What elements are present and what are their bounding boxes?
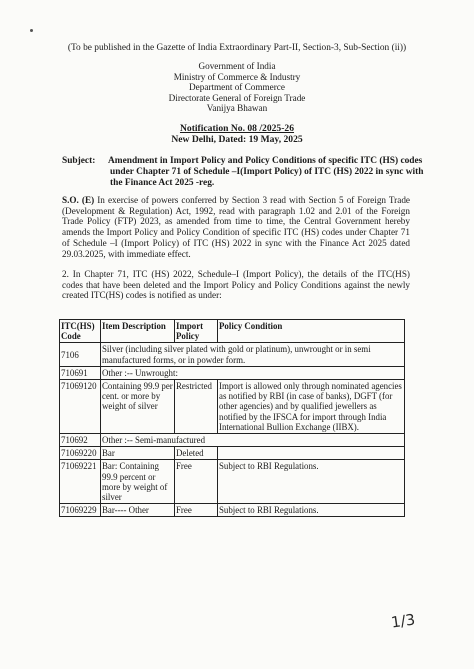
table-row — [60, 434, 405, 447]
subject-line-1: Amendment in Import Policy and Policy Conditions of specific ITC (HS) codes — [108, 156, 423, 166]
table-header-row — [60, 320, 405, 343]
row-import-policy: Restricted — [175, 380, 218, 434]
scan-speck — [30, 29, 33, 32]
subject-line-2: under Chapter 71 of Schedule –I(Import Policy) of ITC (HS) 2022 in sync with — [110, 166, 424, 177]
subject-line-3: the Finance Act 2025 -reg. — [110, 177, 215, 188]
row-code: 71069120 — [60, 380, 101, 434]
row-description: Bar---- Other — [101, 504, 175, 517]
row-code: 7106 — [60, 343, 101, 366]
department-line: Department of Commerce — [189, 82, 285, 93]
government-block — [0, 61, 474, 114]
bhawan-line: Vanijya Bhawan — [206, 103, 268, 114]
header-import-policy: Import Policy — [175, 320, 218, 343]
table-row — [60, 380, 405, 434]
row-code: 710691 — [60, 366, 101, 379]
ministry-line: Ministry of Commerce & Industry — [173, 71, 301, 82]
row-policy-condition: Subject to RBI Regulations. — [218, 460, 405, 504]
row-code: 71069220 — [60, 447, 101, 460]
row-code: 71069229 — [60, 504, 101, 517]
row-policy-condition: Subject to RBI Regulations. — [218, 504, 405, 517]
notification-date: New Delhi, Dated: 19 May, 2025 — [171, 133, 303, 145]
govt-line: Government of India — [198, 61, 276, 71]
subject-block — [62, 156, 424, 188]
table-row — [60, 460, 405, 504]
row-description: Silver (including silver plated with gold or platinum), unwrought or in semi manufactured forms, or in powder form. — [101, 343, 405, 366]
row-description: Bar: Containing 99.9 percent or more by weight of silver — [101, 460, 175, 504]
row-description: Other :-- Unwrought: — [101, 366, 405, 379]
header-itc-code: ITC(HS) Code — [60, 320, 101, 343]
row-policy-condition — [218, 447, 405, 460]
so-label: S.O. (E) — [62, 195, 95, 205]
table-row — [60, 343, 405, 366]
row-description: Bar — [101, 447, 175, 460]
directorate-line: Directorate General of Foreign Trade — [168, 92, 306, 103]
subject-label: Subject: — [62, 156, 96, 166]
paragraph-1 — [62, 195, 410, 259]
row-import-policy: Free — [175, 460, 218, 504]
itc-table — [59, 319, 405, 517]
row-code: 71069221 — [60, 460, 101, 504]
table-row — [60, 504, 405, 517]
table-row — [60, 447, 405, 460]
notification-heading — [0, 124, 474, 146]
page-number: 1/3 — [389, 610, 417, 632]
paragraph-2: 2. In Chapter 71, ITC (HS) 2022, Schedule–I (Import Policy), the details of the ITC(HS) codes that have been deleted and the Import Policy and Policy Conditions against the newly created ITC(HS) codes is notified as under: — [62, 269, 410, 301]
row-description: Other :-- Semi-manufactured — [101, 434, 405, 447]
header-policy-condition: Policy Condition — [218, 320, 405, 343]
table-row — [60, 366, 405, 379]
row-import-policy: Deleted — [175, 447, 218, 460]
paragraph-1-text: In exercise of powers conferred by Section 3 read with Section 5 of Foreign Trade (Development & Regulation) Act, 1992, read with paragraph 1.02 and 2.01 of the Foreign Trade Policy (FTP) 2023, as amended from time to time, the Central Government hereby amends the Import Policy and Policy Condition of specific ITC (HS) codes under Chapter 71 of Schedule –I (Import Policy) of ITC (HS) 2022 in sync with the Finance Act 2025 dated 29.03.2025, with immediate effect. — [62, 195, 410, 259]
row-code: 710692 — [60, 434, 101, 447]
row-description: Containing 99.9 per cent. or more by weight of silver — [101, 380, 175, 434]
row-policy-condition: Import is allowed only through nominated agencies as notified by RBI (in case of banks), DGFT (for other agencies) and by qualified jewellers as notified by the IFSCA for import through India International Bullion Exchange (IIBX). — [218, 380, 405, 434]
header-item-description: Item Description — [101, 320, 175, 343]
notification-number: Notification No. 08 /2025-26 — [179, 123, 295, 134]
row-import-policy: Free — [175, 504, 218, 517]
gazette-note: (To be published in the Gazette of India Extraordinary Part-II, Section-3, Sub-Section (ii)) — [67, 43, 407, 53]
